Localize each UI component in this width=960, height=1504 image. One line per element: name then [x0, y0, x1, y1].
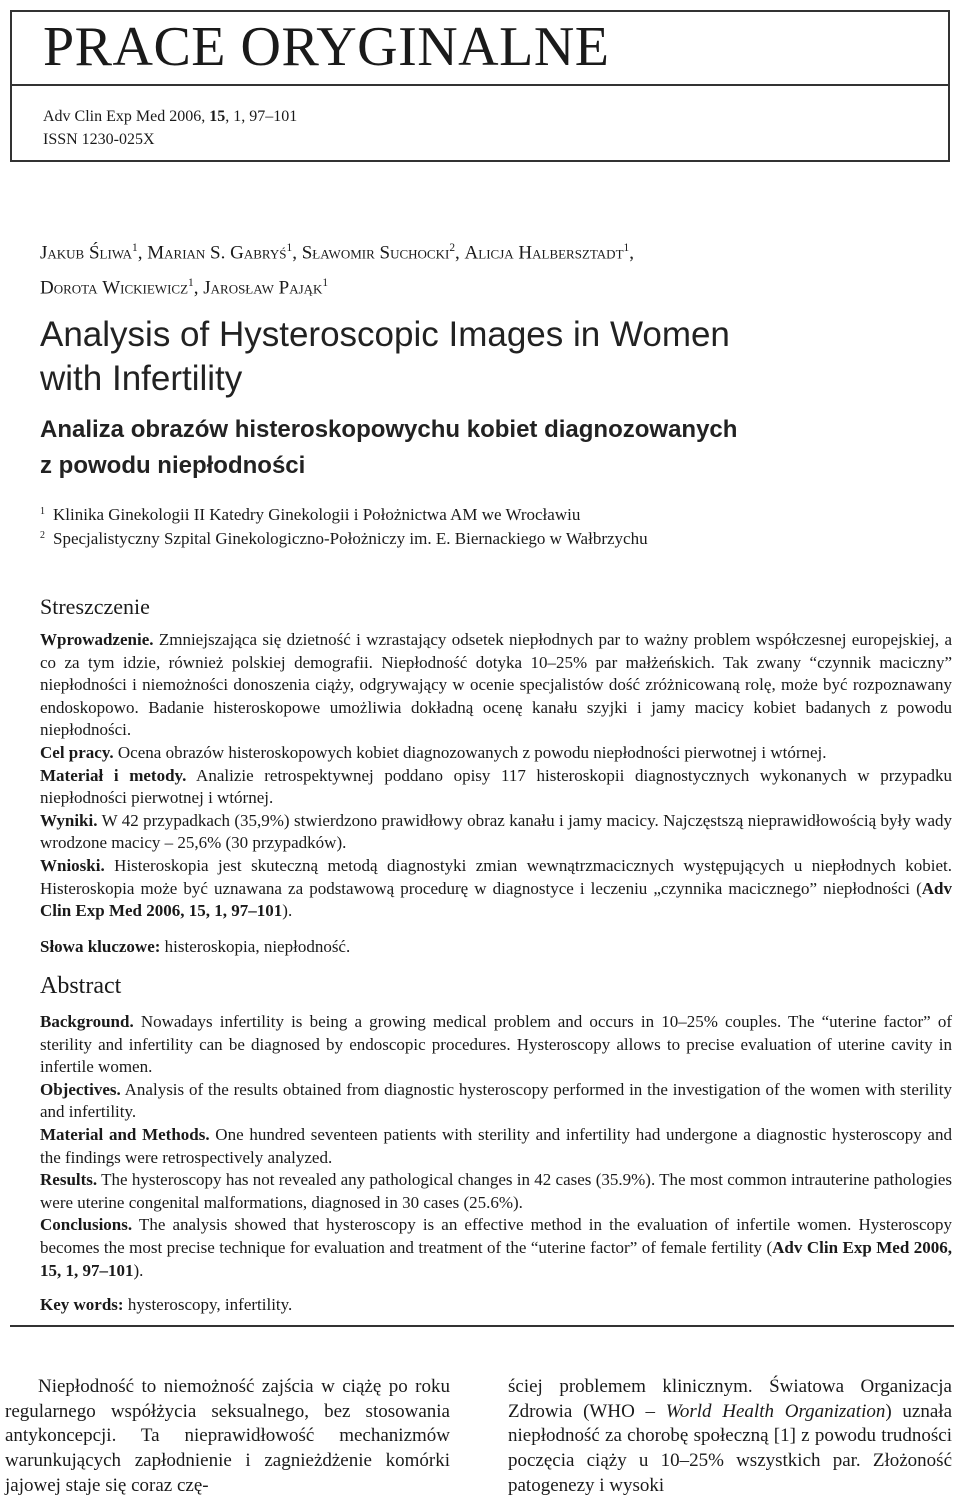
journal-reference: Adv Clin Exp Med 2006, 15, 1, 97–101	[43, 108, 298, 125]
title-polish: Analiza obrazów histeroskopowychu kobiet diagnozowanych z powodu niepłodności	[40, 416, 738, 479]
affiliation: $^1$ Klinika Ginekologii II Katedry Ginekologii i Położnictwa AM we Wrocławiu	[40, 505, 581, 524]
body-column-right: ściej problemem klinicznym. Światowa Organizacja Zdrowia (WHO – World Health Organization) uznała niepłodność za chorobę społeczną [1] z powodu trudności poczęcia ciąży u 10–25% wszystkich par. Złożoność patogenezy i wysoki	[508, 1376, 952, 1496]
author-name: Halbersztadt	[518, 242, 624, 264]
author-name: Dorota	[40, 277, 98, 299]
streszczenie-text: Wprowadzenie. Zmniejszająca się dzietność i wzrastający odsetek niepłodnych par to ważny problem współczesnej europejskiej, a co za tym idzie, również polskiej demografii. Niepłodność dotyka 10–25% par małżeńskich. Tak zwany “czynnik maciczny” niepłodności i niemożności donoszenia ciąży, odgrywający w ocenie specjalistów dość zróżnicowaną rolę, może być rozpoznawany endoskopowo. Badanie histeroskopowe umożliwia dokładną ocenę kanału szyjki i jamy macicy kobiet badanych z powodu niepłodności. Cel pracy. Ocena obrazów histeroskopowych kobiet diagnozowanych z powodu niepłodności pierwotnej i wtórnej. Materiał i metody. Analizie retrospektywnej poddano opisy 117 histeroskopii diagnostycznych wykonanych w przypadku niepłodności pierwotnej i wtórnej. Wyniki. W 42 przypadkach (35,9%) stwierdzono prawidłowy obraz kanału i jamy macicy. Najczęstszą nieprawidłowością były wady wrodzone macicy – 25,6% (30 przypadków). Wnioski. Histeroskopia jest skuteczną metodą diagnostyki zmian wewnątrzmacicznych występujących u niepłodnych kobiet. Histeroskopia może być uznawana za podstawową procedurę w diagnostyce i leczeniu „czynnika macicznego” niepłodności (Adv Clin Exp Med 2006, 15, 1, 97–101).	[40, 630, 952, 921]
body-column-left: Niepłodność to niemożność zajścia w ciążę po roku regularnego współżycia seksualnego, bez stosowania antykoncepcji. Ta nieprawidłowość mechanizmów warunkujących zapłodnienie i zagnieżdżenie komórki jajowej staje się coraz czę-	[5, 1376, 450, 1496]
divider	[10, 1325, 954, 1327]
author-name: Sławomir	[301, 242, 375, 264]
slowa-kluczowe: Słowa kluczowe: histeroskopia, niepłodność.	[40, 937, 351, 956]
authors: Jakub Śliwa$^1$, Marian S. Gabryś$^1$, Sławomir Suchocki$^2$, Alicja Halbersztadt$^1$, Dorota Wickiewicz$^1$, Jarosław Pająk$^1$	[40, 242, 634, 299]
abstract-heading: Abstract	[40, 973, 122, 999]
title-english: Analysis of Hysteroscopic Images in Women with Infertility	[40, 315, 730, 398]
author-name: Jakub	[40, 242, 85, 264]
author-name: Gabryś	[230, 242, 287, 264]
author-name: Jarosław	[203, 277, 274, 299]
streszczenie-heading: Streszczenie	[40, 594, 150, 619]
section-title: PRACE ORYGINALNE	[43, 16, 610, 78]
author-name: Śliwa	[88, 242, 133, 264]
author-name: Marian S.	[147, 242, 226, 264]
author-name: Pająk	[278, 277, 323, 299]
abstract-text: Background. Nowadays infertility is being a growing medical problem and occurs in 10–25% couples. The “uterine factor” of sterility and infertility can be diagnosed by endoscopic procedures. Hysteroscopy allows to precise evaluation of uterine cavity in infertile women. Objectives. Analysis of the results obtained from diagnostic hysteroscopy performed in the investigation of the women with sterility and infertility. Material and Methods. One hundred seventeen patients with sterility and infertility had undergone a diagnostic hysteroscopy and the findings were retrospectively analyzed. Results. The hysteroscopy has not revealed any pathological changes in 42 cases (35.9%). The most common intrauterine pathologies were uterine congenital malformations, diagnosed in 30 cases (25.6%). Conclusions. The analysis showed that hysteroscopy is an effective method in the evaluation of infertile women. Hysteroscopy becomes the most precise technique for evaluation and treatment of the “uterine factor” of female fertility (Adv Clin Exp Med 2006, 15, 1, 97–101).	[40, 1012, 952, 1280]
author-name: Suchocki	[379, 242, 450, 264]
author-name: Alicja	[464, 242, 514, 264]
affiliation: $^2$ Specjalistyczny Szpital Ginekologiczno-Położniczy im. E. Biernackiego w Wałbrzychu	[40, 529, 648, 548]
author-name: Wickiewicz	[102, 277, 189, 299]
issn: ISSN 1230-025X	[43, 131, 155, 148]
key-words: Key words: hysteroscopy, infertility.	[40, 1295, 293, 1314]
